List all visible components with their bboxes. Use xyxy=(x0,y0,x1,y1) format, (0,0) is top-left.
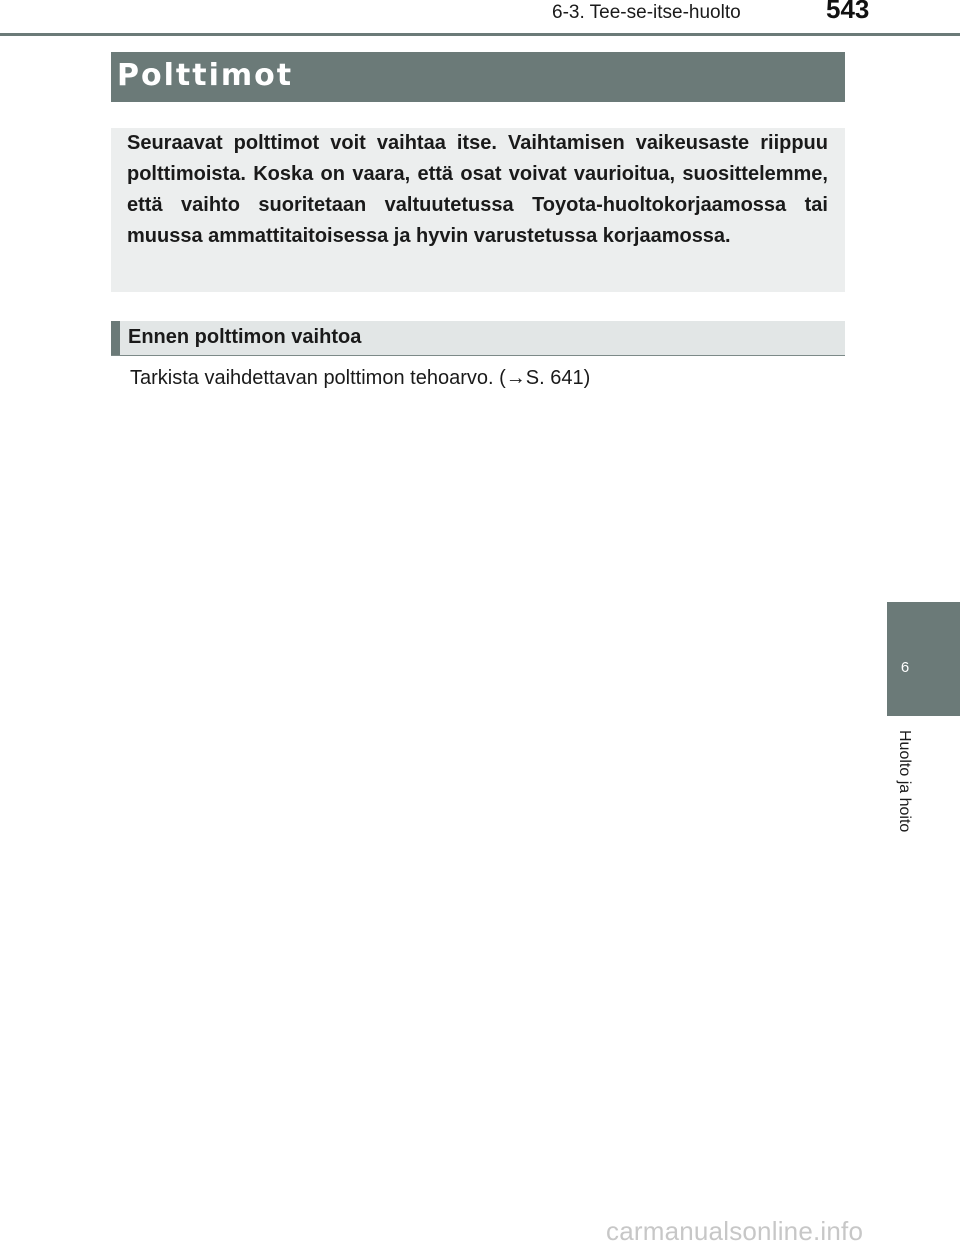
header-section-title: 6-3. Tee-se-itse-huolto xyxy=(552,2,741,23)
chapter-number: 6 xyxy=(900,659,910,676)
chapter-label: Huolto ja hoito xyxy=(896,730,913,833)
chapter-tab xyxy=(887,602,960,716)
watermark: carmanualsonline.info xyxy=(606,1216,864,1246)
body-paragraph: Tarkista vaihdettavan polttimon tehoarvo. (→S. 641) xyxy=(130,367,591,389)
subheading-accent xyxy=(111,321,120,355)
section-title: Polttimot xyxy=(117,58,294,93)
subheading-bar xyxy=(111,321,845,356)
subheading: Ennen polttimon vaihtoa xyxy=(128,326,362,348)
chapter-tab-mark xyxy=(955,621,959,623)
page-number: 543 xyxy=(826,0,870,24)
intro-text: Seuraavat polttimot voit vaihtaa itse. Vaihtamisen vaikeusaste riippuu polttimoista. Koska on vaara, että osat voivat vaurioitua, suosittelemme, että vaihto suoritetaan valtuutetussa Toyota-huoltokorjaamossa tai muussa ammattitaitoisessa ja hyvin varustetussa korjaamossa. xyxy=(127,132,828,247)
intro-box xyxy=(111,128,845,292)
header-rule xyxy=(0,33,960,36)
section-title-bar xyxy=(111,52,845,102)
